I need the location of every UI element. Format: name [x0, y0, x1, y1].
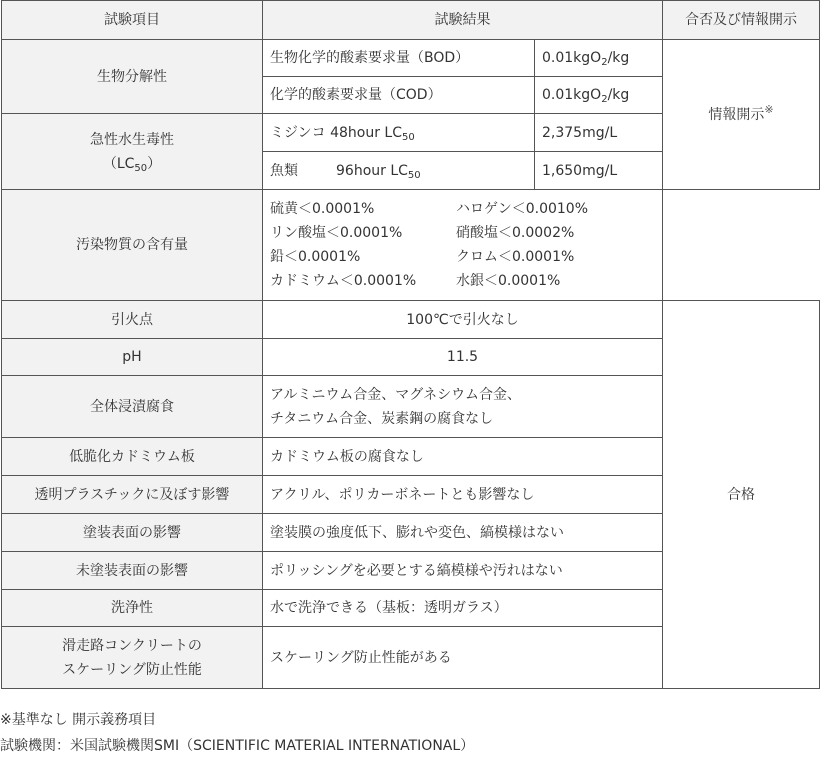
table-row — [2, 190, 820, 301]
painted-result: 塗装膜の強度低下、膨れや変色、縞模様はない — [263, 514, 663, 552]
footnotes — [0, 707, 474, 759]
cleaning-result: 水で洗浄できる（基板：透明ガラス） — [263, 590, 663, 627]
pollutants-label: 汚染物質の含有量 — [2, 190, 263, 301]
cadmium-label: 低脆化カドミウム板 — [2, 438, 263, 476]
header-result: 試験結果 — [263, 1, 663, 40]
flash-label: 引火点 — [2, 301, 263, 339]
footnote-lab: 試験機関：米国試験機関SMI（SCIENTIFIC MATERIAL INTERNATIONAL） — [0, 738, 475, 754]
pollutant-nitrate: 硝酸塩＜0.0002% — [456, 225, 575, 241]
pollutant-sulfur: 硫黄＜0.0001% — [270, 201, 375, 217]
pollutant-lead: 鉛＜0.0001% — [270, 249, 361, 265]
daphnia-name: ミジンコ 48hour $LC_{50}$ — [263, 114, 535, 152]
immersion-label: 全体浸漬腐食 — [2, 376, 263, 438]
verdict-pass: 合格 — [663, 301, 820, 689]
table-row — [2, 40, 820, 77]
unpainted-result: ポリッシングを必要とする縞模様や汚れはない — [263, 552, 663, 590]
test-results-table — [1, 0, 820, 689]
header-item: 試験項目 — [2, 1, 263, 40]
cod-name: 化学的酸素要求量（COD） — [263, 77, 535, 114]
pollutants-values — [263, 190, 663, 301]
bod-value: 0.01kgO$_2$/kg — [535, 40, 663, 77]
cod-value: 0.01kgO$_2$/kg — [535, 77, 663, 114]
scaling-label: 滑走路コンクリートの スケーリング防止性能 — [2, 627, 263, 689]
pollutant-halogen: ハロゲン＜0.0010% — [456, 201, 589, 217]
unpainted-label: 未塗装表面の影響 — [2, 552, 263, 590]
daphnia-value: 2,375mg/L — [535, 114, 663, 152]
bod-name: 生物化学的酸素要求量（BOD） — [263, 40, 535, 77]
table-header-row — [2, 1, 820, 40]
table-row — [2, 301, 820, 339]
cleaning-label: 洗浄性 — [2, 590, 263, 627]
painted-label: 塗装表面の影響 — [2, 514, 263, 552]
pollutant-cadmium: カドミウム＜0.0001% — [270, 273, 417, 289]
cadmium-result: カドミウム板の腐食なし — [263, 438, 663, 476]
plastic-result: アクリル、ポリカーボネートとも影響なし — [263, 476, 663, 514]
plastic-label: 透明プラスチックに及ぼす影響 — [2, 476, 263, 514]
header-verdict: 合否及び情報開示 — [663, 1, 820, 40]
fish-value: 1,650mg/L — [535, 152, 663, 190]
flash-result: 100℃で引火なし — [263, 301, 663, 339]
pollutant-chromium: クロム＜0.0001% — [456, 249, 575, 265]
scaling-result: スケーリング防止性能がある — [263, 627, 663, 689]
pollutant-mercury: 水銀＜0.0001% — [456, 273, 561, 289]
verdict-disclosure: 情報開示※ — [663, 40, 820, 190]
toxicity-label: 急性水生毒性 $(LC_{50})$ — [2, 114, 263, 190]
fish-name: 魚類 96hour $LC_{50}$ — [263, 152, 535, 190]
footnote-disclosure: ※基準なし 開示義務項目 — [0, 712, 157, 728]
immersion-result: アルミニウム合金、マグネシウム合金、 チタニウム合金、炭素鋼の腐食なし — [263, 376, 663, 438]
ph-label: pH — [2, 339, 263, 376]
biodeg-label: 生物分解性 — [2, 40, 263, 114]
pollutant-phosphate: リン酸塩＜0.0001% — [270, 225, 403, 241]
ph-result: 11.5 — [263, 339, 663, 376]
